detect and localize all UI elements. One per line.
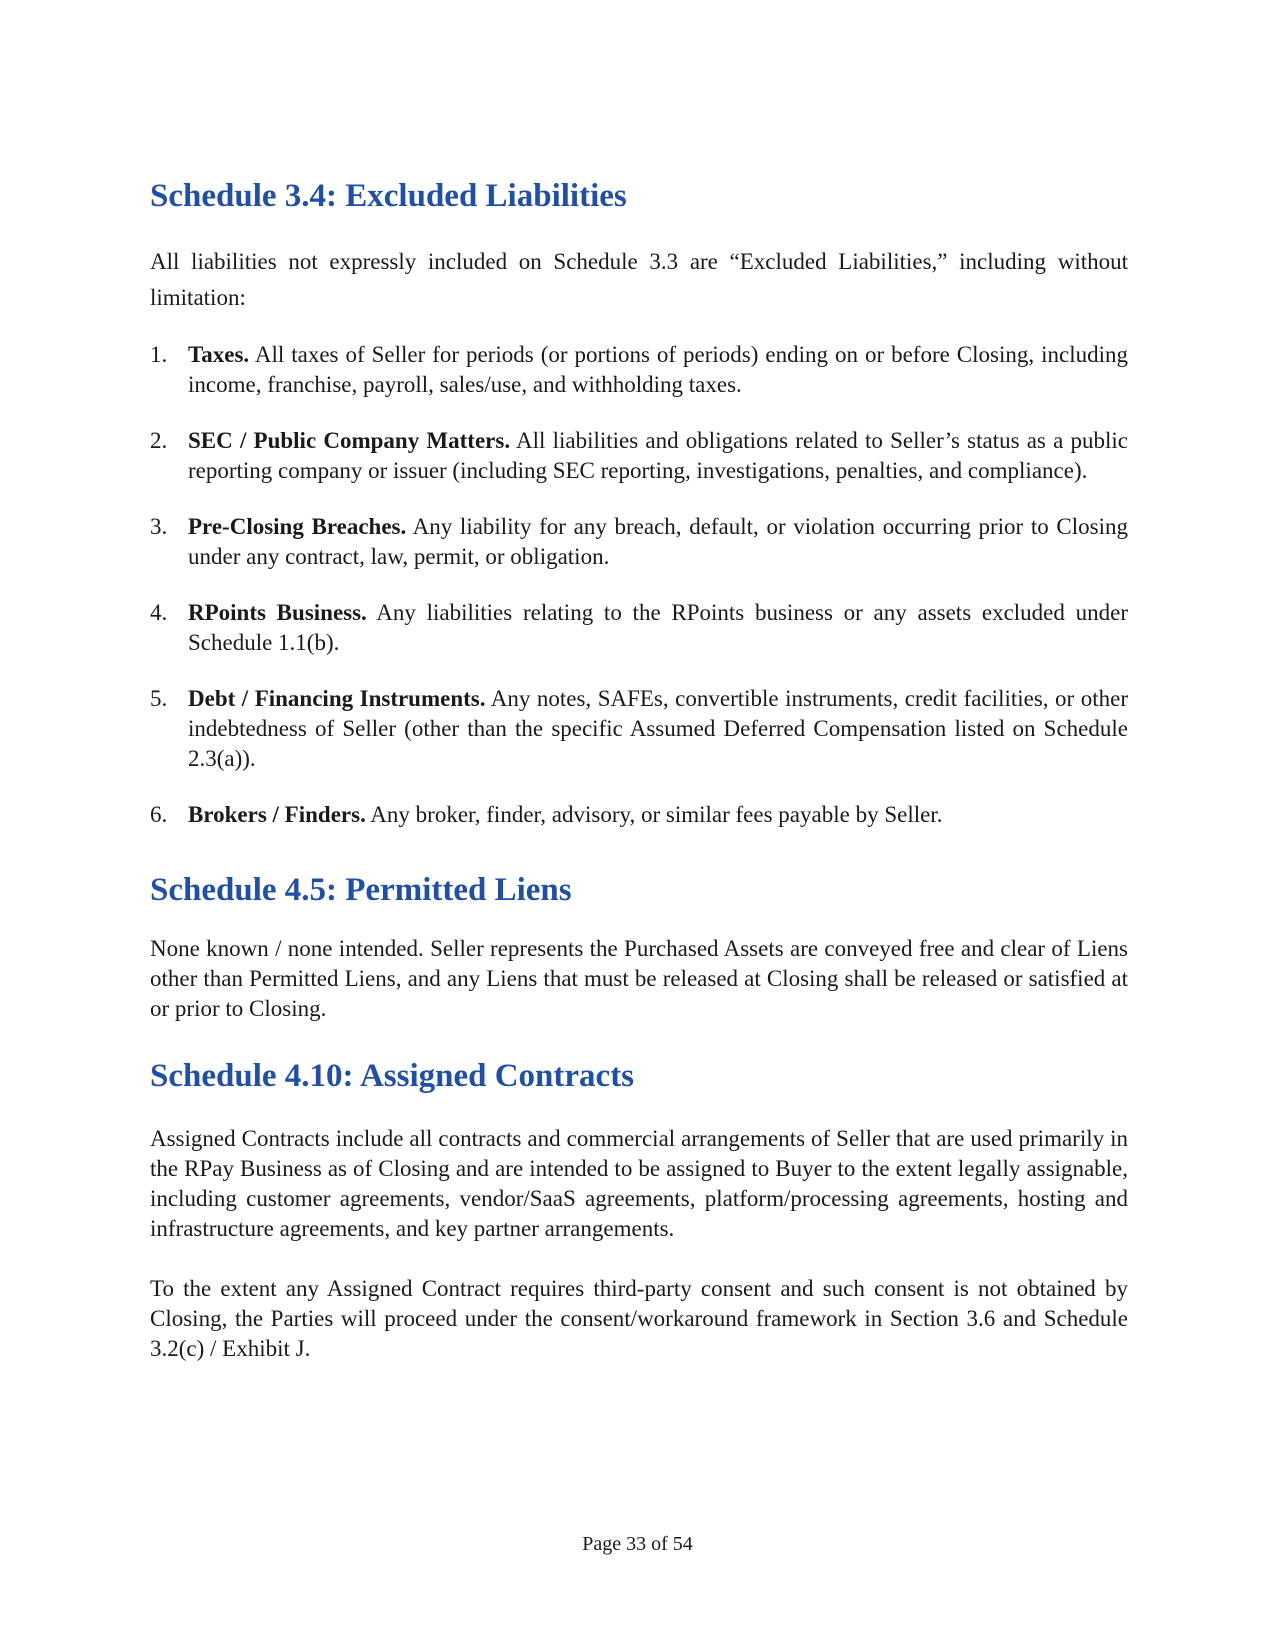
list-item: [150, 598, 1128, 658]
list-item-term: Taxes.: [188, 342, 250, 367]
permitted-liens-text: None known / none intended. Seller represents the Purchased Assets are conveyed free and clear of Liens other than Permitted Liens, and any Liens that must be released at Closing shall be released or satisfied at or prior to Closing.: [150, 936, 1128, 1021]
list-item-text: All liabilities and obligations related to Seller’s status as a public reporting company or issuer (including SEC reporting, investigations, penalties, and compliance).: [188, 428, 1128, 483]
list-item-text: Any liabilities relating to the RPoints business or any assets excluded under Schedule 1.1(b).: [188, 600, 1128, 655]
excluded-liabilities-list: [150, 340, 1128, 830]
heading-schedule-4-10: Schedule 4.10: Assigned Contracts: [150, 1058, 635, 1094]
heading-schedule-3-4: Schedule 3.4: Excluded Liabilities: [150, 178, 627, 214]
list-number: 1.: [150, 342, 168, 367]
list-item-text: Any broker, finder, advisory, or similar fees payable by Seller.: [365, 802, 943, 827]
assigned-contracts-paragraph-2: To the extent any Assigned Contract requires third-party consent and such consent is not obtained by Closing, the Parties will proceed under the consent/workaround framework in Section 3.6 and Schedule 3.2(c) / Exhibit J.: [150, 1276, 1128, 1361]
document-page: [150, 176, 1128, 1364]
list-number: 4.: [150, 600, 168, 625]
list-number: 6.: [150, 802, 168, 827]
list-item: [150, 426, 1128, 486]
list-number: 2.: [150, 428, 168, 453]
list-item: [150, 512, 1128, 572]
heading-schedule-4-5: Schedule 4.5: Permitted Liens: [150, 872, 572, 908]
excluded-liabilities-intro: All liabilities not expressly included on Schedule 3.3 are “Excluded Liabilities,” including without limitation:: [150, 249, 1128, 310]
list-item-term: Debt / Financing Instruments.: [188, 686, 486, 711]
assigned-contracts-paragraph-1: Assigned Contracts include all contracts and commercial arrangements of Seller that are used primarily in the RPay Business as of Closing and are intended to be assigned to Buyer to the extent legally assignable, including customer agreements, vendor/SaaS agreements, platform/processing agreements, hosting and infrastructure agreements, and key partner arrangements.: [150, 1126, 1128, 1241]
list-item-text: Any notes, SAFEs, convertible instruments, credit facilities, or other indebtedness of Seller (other than the specific Assumed Deferred Compensation listed on Schedule 2.3(a)).: [188, 686, 1128, 771]
list-item-term: RPoints Business.: [188, 600, 367, 625]
list-item-text: All taxes of Seller for periods (or portions of periods) ending on or before Closing, including income, franchise, payroll, sales/use, and withholding taxes.: [188, 342, 1128, 397]
list-item-term: Brokers / Finders.: [188, 802, 366, 827]
list-item: [150, 340, 1128, 400]
list-item-text: Any liability for any breach, default, or violation occurring prior to Closing under any contract, law, permit, or obligation.: [188, 514, 1128, 569]
list-item-term: SEC / Public Company Matters.: [188, 428, 511, 453]
page-number: Page 33 of 54: [582, 1533, 693, 1555]
list-item: [150, 800, 1128, 830]
list-item: [150, 684, 1128, 774]
list-item-term: Pre-Closing Breaches.: [188, 514, 407, 539]
list-number: 5.: [150, 686, 168, 711]
list-number: 3.: [150, 514, 168, 539]
